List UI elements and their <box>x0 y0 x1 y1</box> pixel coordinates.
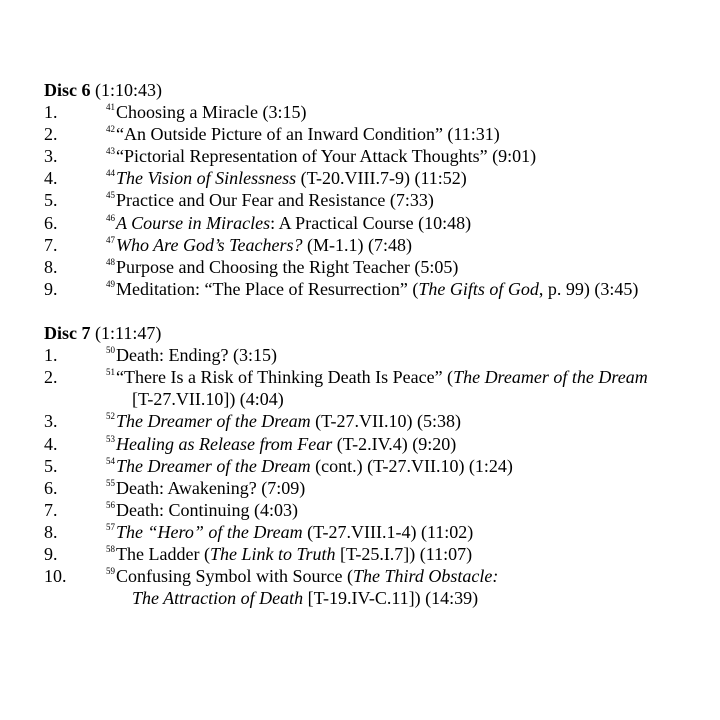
track-number: 9. <box>44 278 58 299</box>
track-text: [T-25.I.7]) (11:07) <box>335 543 473 564</box>
track-item <box>44 521 704 543</box>
track-item <box>44 499 704 521</box>
italic-title: The Dreamer of the Dream <box>116 411 311 432</box>
track-line <box>106 189 704 211</box>
disc-title: Disc 7 <box>44 323 91 344</box>
track-line-continuation <box>106 587 704 609</box>
track-body <box>106 521 704 543</box>
track-text: : A Practical Course (10:48) <box>270 212 472 233</box>
track-item <box>44 167 704 189</box>
track-number: 1. <box>44 345 58 366</box>
track-line <box>106 278 704 300</box>
track-item <box>44 543 704 565</box>
italic-title: The Third Obstacle: <box>353 566 499 587</box>
footnote-marker: 48 <box>106 256 115 267</box>
track-text: Death: Ending? (3:15) <box>116 345 277 366</box>
italic-title: Healing as Release from Fear <box>116 433 333 454</box>
track-text: “Pictorial Representation of Your Attack Thoughts” (9:01) <box>116 146 537 167</box>
track-text: , p. 99) (3:45) <box>538 278 639 299</box>
footnote-marker: 51 <box>106 367 115 378</box>
track-item <box>44 123 704 145</box>
track-item <box>44 565 704 609</box>
footnote-marker: 58 <box>106 543 115 554</box>
track-number: 8. <box>44 256 58 277</box>
footnote-marker: 47 <box>106 234 115 245</box>
track-text: “There Is a Risk of Thinking Death Is Peace” ( <box>116 367 454 388</box>
track-body <box>106 499 704 521</box>
italic-title: The Link to Truth <box>209 543 336 564</box>
track-body <box>106 366 704 410</box>
track-body <box>106 455 704 477</box>
track-number: 6. <box>44 212 58 233</box>
track-body <box>106 477 704 499</box>
track-number: 3. <box>44 146 58 167</box>
track-line <box>106 477 704 499</box>
disc-duration: (1:10:43) <box>90 80 162 100</box>
track-line <box>106 167 704 189</box>
italic-title: The Gifts of God <box>418 278 539 299</box>
footnote-marker: 46 <box>106 212 115 223</box>
track-text: (M-1.1) (7:48) <box>302 234 412 255</box>
track-number: 7. <box>44 234 58 255</box>
track-line <box>106 521 704 543</box>
footnote-marker: 45 <box>106 190 115 201</box>
footnote-marker: 59 <box>106 566 115 577</box>
italic-title: The Dreamer of the Dream <box>116 455 311 476</box>
track-number: 9. <box>44 543 58 564</box>
italic-title: The “Hero” of the Dream <box>116 521 303 542</box>
italic-title: The Attraction of Death <box>132 588 304 609</box>
track-line <box>106 123 704 145</box>
track-item <box>44 234 704 256</box>
track-line <box>106 455 704 477</box>
footnote-marker: 54 <box>106 455 115 466</box>
italic-title: The Dreamer of the Dream <box>453 367 648 388</box>
track-text: (T-2.IV.4) (9:20) <box>332 433 457 454</box>
track-item <box>44 366 704 410</box>
track-body <box>106 234 704 256</box>
track-text: The Ladder ( <box>116 543 210 564</box>
track-number: 7. <box>44 499 58 520</box>
track-number: 8. <box>44 521 58 542</box>
disc-header <box>44 79 704 101</box>
track-number: 6. <box>44 477 58 498</box>
track-body <box>106 101 704 123</box>
track-number: 10. <box>44 566 67 587</box>
track-line-continuation <box>106 388 704 410</box>
track-text: Death: Awakening? (7:09) <box>116 477 306 498</box>
track-body <box>106 543 704 565</box>
track-line <box>106 256 704 278</box>
track-line <box>106 366 704 388</box>
track-body <box>106 145 704 167</box>
track-item <box>44 344 704 366</box>
disc-section <box>44 79 704 300</box>
italic-title: A Course in Miracles <box>116 212 271 233</box>
track-text: (T-20.VIII.7-9) (11:52) <box>296 168 467 189</box>
track-text: Confusing Symbol with Source ( <box>116 566 353 587</box>
track-body <box>106 167 704 189</box>
track-line <box>106 145 704 167</box>
track-item <box>44 455 704 477</box>
track-item <box>44 212 704 234</box>
track-number: 5. <box>44 190 58 211</box>
track-number: 1. <box>44 102 58 123</box>
track-listing <box>44 79 704 609</box>
footnote-marker: 41 <box>106 102 115 113</box>
disc-gap <box>44 300 704 322</box>
footnote-marker: 50 <box>106 345 115 356</box>
track-body <box>106 433 704 455</box>
footnote-marker: 53 <box>106 433 115 444</box>
track-line <box>106 212 704 234</box>
track-item <box>44 278 704 300</box>
footnote-marker: 57 <box>106 521 115 532</box>
footnote-marker: 55 <box>106 477 115 488</box>
footnote-marker: 42 <box>106 124 115 135</box>
track-line <box>106 410 704 432</box>
track-body <box>106 256 704 278</box>
track-item <box>44 101 704 123</box>
track-body <box>106 212 704 234</box>
track-line <box>106 543 704 565</box>
disc-header <box>44 322 704 344</box>
track-line <box>106 101 704 123</box>
footnote-marker: 56 <box>106 499 115 510</box>
track-number: 4. <box>44 168 58 189</box>
track-line <box>106 499 704 521</box>
track-item <box>44 410 704 432</box>
disc-title: Disc 6 <box>44 80 91 100</box>
track-number: 5. <box>44 455 58 476</box>
track-text: [T-27.VII.10]) (4:04) <box>132 389 284 410</box>
disc-section <box>44 322 704 609</box>
track-number: 3. <box>44 411 58 432</box>
track-text: Practice and Our Fear and Resistance (7:33) <box>116 190 434 211</box>
track-text: Purpose and Choosing the Right Teacher (5:05) <box>116 256 459 277</box>
track-text: Choosing a Miracle (3:15) <box>116 102 307 123</box>
track-item <box>44 189 704 211</box>
track-body <box>106 565 704 609</box>
track-body <box>106 278 704 300</box>
footnote-marker: 52 <box>106 411 115 422</box>
track-number: 2. <box>44 124 58 145</box>
track-item <box>44 477 704 499</box>
track-item <box>44 433 704 455</box>
track-line <box>106 433 704 455</box>
track-number: 4. <box>44 433 58 454</box>
track-body <box>106 123 704 145</box>
track-text: (T-27.VIII.1-4) (11:02) <box>302 521 474 542</box>
track-text: Meditation: “The Place of Resurrection” ( <box>116 278 419 299</box>
footnote-marker: 44 <box>106 168 115 179</box>
italic-title: The Vision of Sinlessness <box>116 168 297 189</box>
disc-duration: (1:11:47) <box>90 323 162 344</box>
track-line <box>106 565 704 587</box>
footnote-marker: 43 <box>106 146 115 157</box>
track-text: (cont.) (T-27.VII.10) (1:24) <box>310 455 513 476</box>
track-item <box>44 145 704 167</box>
track-body <box>106 344 704 366</box>
track-text: (T-27.VII.10) (5:38) <box>310 411 461 432</box>
footnote-marker: 49 <box>106 278 115 289</box>
track-body <box>106 410 704 432</box>
track-line <box>106 344 704 366</box>
italic-title: Who Are God’s Teachers? <box>116 234 303 255</box>
track-text: [T-19.IV-C.11]) (14:39) <box>303 588 479 609</box>
track-number: 2. <box>44 367 58 388</box>
track-body <box>106 189 704 211</box>
track-item <box>44 256 704 278</box>
track-line <box>106 234 704 256</box>
track-text: “An Outside Picture of an Inward Condition” (11:31) <box>116 124 500 145</box>
track-text: Death: Continuing (4:03) <box>116 499 298 520</box>
